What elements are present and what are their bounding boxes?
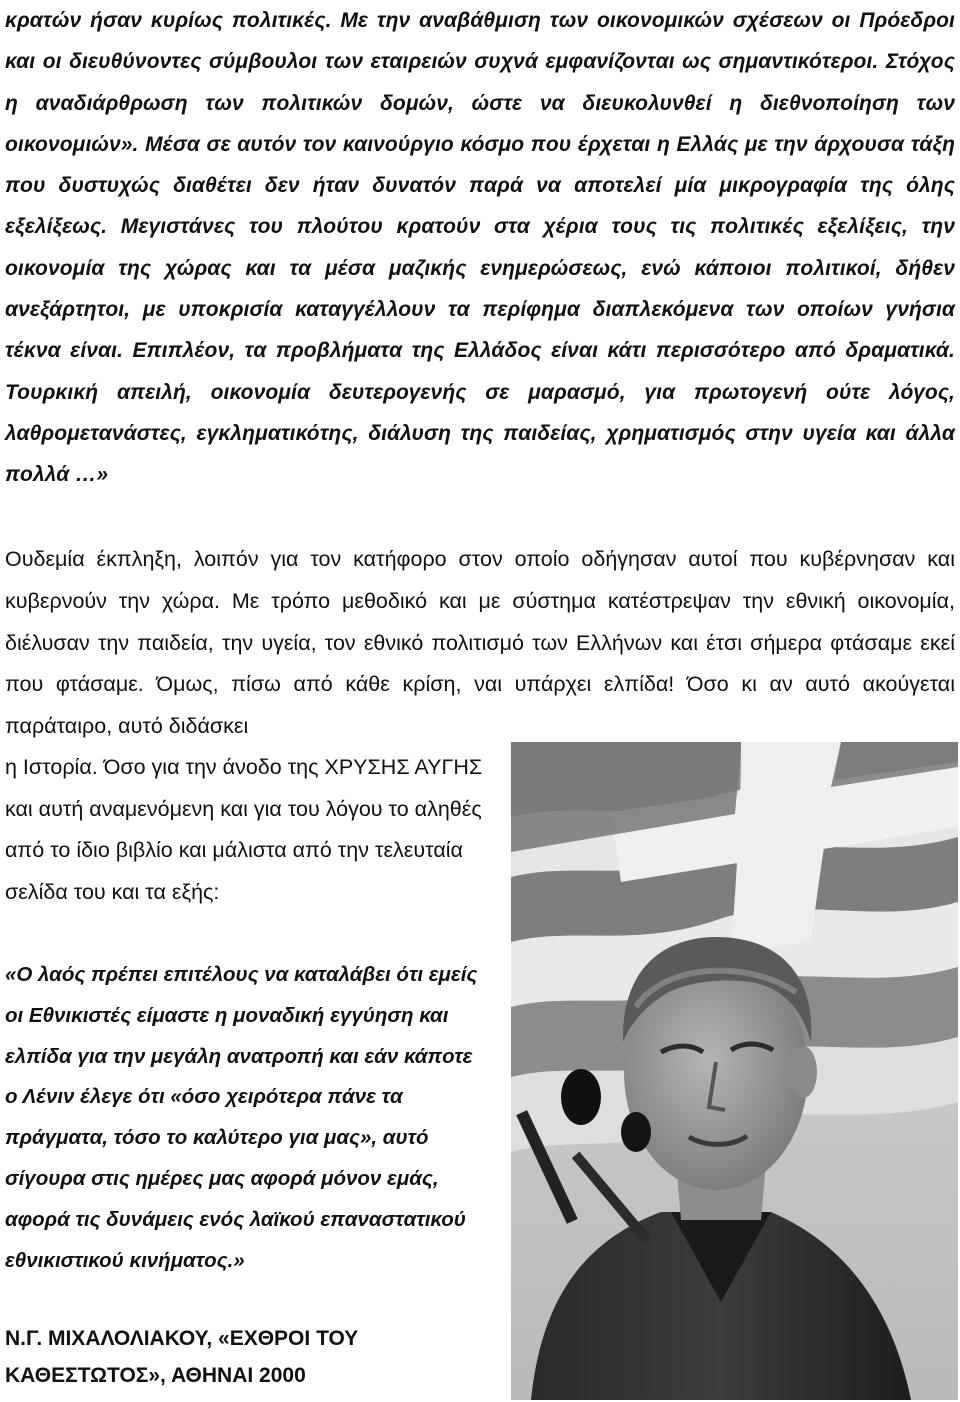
side-quote-paragraph: «Ο λαός πρέπει επιτέλους να καταλάβει ότι εμείς οι Εθνικιστές είμαστε η μοναδική εγγύηση και ελπίδα για την μεγάλη ανατροπή και εάν κάποτε ο Λένιν έλεγε ότι «όσο χειρότερα πάνε τα πράγματα, τόσο το καλύτερο για μας», αυτό σίγουρα στις ημέρες μας αφορά μόνον εμάς, αφορά τις δυνάμεις ενός λαϊκού επαναστατικού εθνικιστικού κινήματος.» — [5, 963, 478, 1272]
body-paragraph: Ουδεμία έκπληξη, λοιπόν για τον κατήφορο στον οποίο οδήγησαν αυτοί που κυβέρνησαν και κυβερνούν την χώρα. Με τρόπο μεθοδικό και με σύστημα κατέστρεψαν την εθνική οικονομία, διέλυσαν την παιδεία, την υγεία, τον εθνικό πολιτισμό των Ελλήνων και έτσι σήμερα φτάσαμε εκεί που φτάσαμε. Όμως, πίσω από κάθε κρίση, ναι υπάρχει ελπίδα! Όσο κι αν αυτό ακούγεται παράταιρο, αυτό διδάσκει — [5, 547, 955, 739]
source-line-2: ΚΑΘΕΣΤΩΤΟΣ», ΑΘΗΝΑΙ 2000 — [5, 1364, 306, 1387]
speaker-photo — [511, 742, 958, 1400]
source-citation — [5, 1320, 485, 1394]
quote-paragraph: κρατών ήσαν κυρίως πολιτικές. Με την αναβάθμιση των οικονομικών σχέσεων οι Πρόεδροι και οι διευθύνοντες σύμβουλοι των εταιρειών συχνά εμφανίζονται ως σημαντικότεροι. Στόχος η αναδιάρθρωση των πολιτικών δομών, ώστε να διευκολυνθεί η διεθνοποίηση των οικονομιών». Μέσα σε αυτόν τον καινούργιο κόσμο που έρχεται η Ελλάς με την άρχουσα τάξη που δυστυχώς διαθέτει δεν ήταν δυνατόν παρά να αποτελεί μία μικρογραφία της όλης εξελίξεως. Μεγιστάνες του πλούτου κρατούν στα χέρια τους τις πολιτικές εξελίξεις, την οικονομία της χώρας και τα μέσα μαζικής ενημερώσεως, ενώ κάποιοι πολιτικοί, δήθεν ανεξάρτητοι, με υποκρισία καταγγέλλουν τα περίφημα διαπλεκόμενα των οποίων γνήσια τέκνα είναι. Επιπλέον, τα προβλήματα της Ελλάδος είναι κάτι περισσότερο από δραματικά. Τουρκική απειλή, οικονομία δευτερογενής σε μαρασμό, για πρωτογενή ούτε λόγος, λαθρομετανάστες, εγκληματικότης, διάλυση της παιδείας, χρηματισμός στην υγεία και άλλα πολλά …» — [5, 9, 955, 487]
source-line-1: Ν.Γ. ΜΙΧΑΛΟΛΙΑΚΟΥ, «ΕΧΘΡΟΙ ΤΟΥ — [5, 1327, 359, 1350]
side-intro-paragraph: η Ιστορία. Όσο για την άνοδο της ΧΡΥΣΗΣ ΑΥΓΗΣ και αυτή αναμενόμενη και για του λόγου το αληθές από το ίδιο βιβλίο και μάλιστα από την τελευταία σελίδα του και τα εξής: — [5, 755, 483, 904]
speaker-photo-illustration — [511, 742, 958, 1400]
